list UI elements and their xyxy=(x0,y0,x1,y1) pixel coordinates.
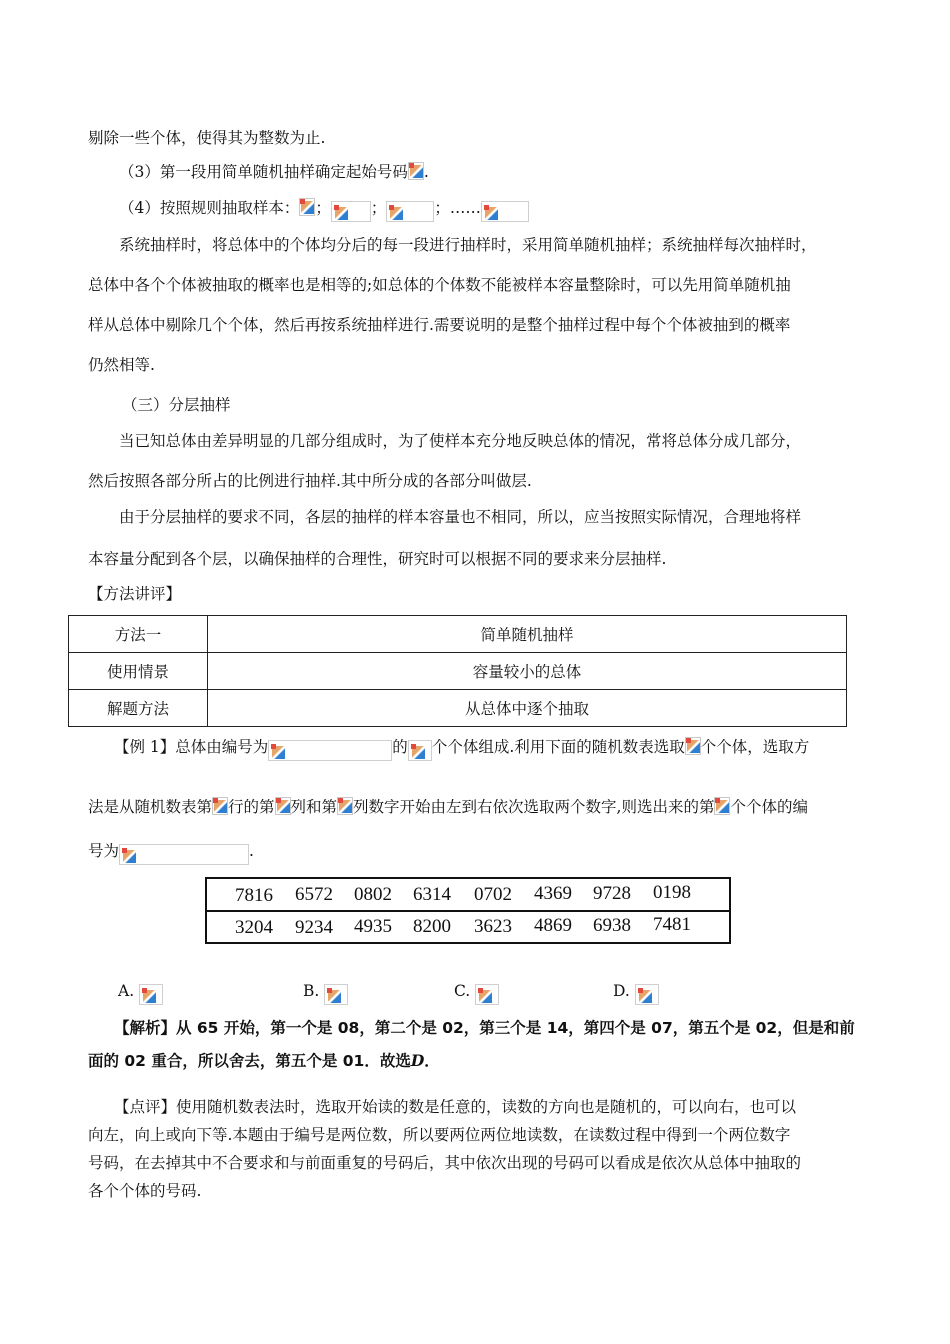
comment-line: 号码，在去掉其中不合要求和与前面重复的号码后，其中依次出现的号码可以看成是依次从总体中抽取的 xyxy=(88,1154,802,1172)
method-heading: 【方法讲评】 xyxy=(88,585,182,603)
table-cell: 4369 xyxy=(534,883,572,904)
para-line: 仍然相等. xyxy=(88,356,155,374)
para-line: 由于分层抽样的要求不同，各层的抽样的样本容量也不相同，所以，应当按照实际情况，合理地将样 xyxy=(119,508,802,526)
formula-image-box xyxy=(331,201,371,222)
analysis-line: 面的 02 重合，所以舍去，第五个是 01．故选D． xyxy=(88,1051,440,1070)
answer-letter: D xyxy=(410,1051,425,1070)
para-line: 本容量分配到各个层，以确保抽样的合理性，研究时可以根据不同的要求来分层抽样. xyxy=(88,550,667,568)
table-cell: 从总体中逐个抽取 xyxy=(208,690,847,727)
table-row xyxy=(69,653,847,690)
formula-image-icon xyxy=(327,988,341,1004)
para-line: 然后按照各部分所占的比例进行抽样.其中所分成的各部分叫做层. xyxy=(88,472,532,490)
table-cell: 简单随机抽样 xyxy=(208,616,847,653)
random-number-table xyxy=(205,877,731,944)
step-4: （4）按照规则抽取样本： ； ； ；…… xyxy=(119,197,529,222)
formula-image-icon xyxy=(411,744,425,760)
section-heading: （三）分层抽样 xyxy=(122,396,231,414)
para-line: 总体中各个个体被抽取的概率也是相等的;如总体的个体数不能被样本容量整除时，可以先用简单随机抽 xyxy=(88,276,791,294)
para-line: 当已知总体由差异明显的几部分组成时，为了使样本充分地反映总体的情况，常将总体分成几部分， xyxy=(119,432,802,450)
formula-image-box xyxy=(386,201,434,222)
option-d[interactable]: D. xyxy=(613,980,659,1005)
table-cell: 7481 xyxy=(653,914,691,935)
comment-line: 向左，向上或向下等.本题由于编号是两位数，所以要两位两位地读数，在读数过程中得到一个两位数字 xyxy=(88,1126,791,1144)
formula-image-box xyxy=(635,984,659,1005)
formula-image-icon xyxy=(337,797,353,815)
formula-image-icon xyxy=(389,205,403,221)
formula-image-box xyxy=(481,201,529,222)
example-line: 【例 1】总体由编号为 的 个个体组成.利用下面的随机数表选取 个个体，选取方 xyxy=(114,736,809,761)
formula-image-icon xyxy=(484,205,498,221)
formula-image-box xyxy=(119,844,249,865)
formula-image-box xyxy=(268,740,392,761)
formula-image-icon xyxy=(714,797,730,815)
table-cell: 容量较小的总体 xyxy=(208,653,847,690)
comment-line: 各个个体的号码. xyxy=(88,1182,202,1200)
step-3: （3）第一段用简单随机抽样确定起始号码 . xyxy=(119,163,429,181)
para-line: 样从总体中剔除几个个体，然后再按系统抽样进行.需要说明的是整个抽样过程中每个个体被抽到的概率 xyxy=(88,316,791,334)
table-cell: 解题方法 xyxy=(69,690,208,727)
table-cell: 6314 xyxy=(413,884,451,905)
table-row xyxy=(69,616,847,653)
example-line: 号为 . xyxy=(88,840,254,865)
formula-image-icon xyxy=(334,205,348,221)
example-line: 法是从随机数表第 行的第 列和第 列数字开始由左到右依次选取两个数字,则选出来的第 个个体的编 xyxy=(88,798,808,816)
formula-image-icon xyxy=(271,744,285,760)
method-table xyxy=(68,615,847,727)
table-cell: 8200 xyxy=(413,916,451,937)
table-cell: 9234 xyxy=(295,917,333,938)
para-line: 系统抽样时，将总体中的个体均分后的每一段进行抽样时，采用简单随机抽样；系统抽样每次抽样时， xyxy=(119,236,817,254)
table-cell: 3623 xyxy=(474,916,512,937)
option-b[interactable]: B. xyxy=(303,980,348,1005)
table-cell: 0802 xyxy=(354,884,392,905)
table-cell: 方法一 xyxy=(69,616,208,653)
formula-image-icon xyxy=(408,162,424,180)
table-cell: 使用情景 xyxy=(69,653,208,690)
formula-image-icon xyxy=(142,988,156,1004)
table-row xyxy=(69,690,847,727)
table-cell: 9728 xyxy=(593,883,631,904)
comment-line: 【点评】使用随机数表法时，选取开始读的数是任意的，读数的方向也是随机的，可以向右，也可以 xyxy=(114,1098,797,1116)
formula-image-box xyxy=(139,984,163,1005)
formula-image-icon xyxy=(275,797,291,815)
option-a[interactable]: A. xyxy=(118,980,163,1005)
formula-image-icon xyxy=(122,848,136,864)
table-cell: 4869 xyxy=(534,915,572,936)
table-divider xyxy=(207,910,729,912)
formula-image-icon xyxy=(478,988,492,1004)
formula-image-box xyxy=(408,740,432,761)
para-line: 剔除一些个体，使得其为整数为止. xyxy=(88,129,326,147)
analysis-line: 【解析】从 65 开始，第一个是 08，第二个是 02，第三个是 14，第四个是 07，第五个是 02，但是和前 xyxy=(114,1019,855,1037)
table-cell: 7816 xyxy=(235,885,273,906)
table-cell: 3204 xyxy=(235,917,273,938)
table-cell: 6572 xyxy=(295,884,333,905)
table-cell: 6938 xyxy=(593,915,631,936)
formula-image-box xyxy=(324,984,348,1005)
formula-image-icon xyxy=(638,988,652,1004)
table-cell: 4935 xyxy=(354,916,392,937)
option-c[interactable]: C. xyxy=(454,980,499,1005)
table-cell: 0198 xyxy=(653,882,691,903)
formula-image-icon xyxy=(212,797,228,815)
formula-image-icon xyxy=(685,737,701,755)
formula-image-box xyxy=(475,984,499,1005)
table-cell: 0702 xyxy=(474,884,512,905)
formula-image-icon xyxy=(299,198,315,216)
